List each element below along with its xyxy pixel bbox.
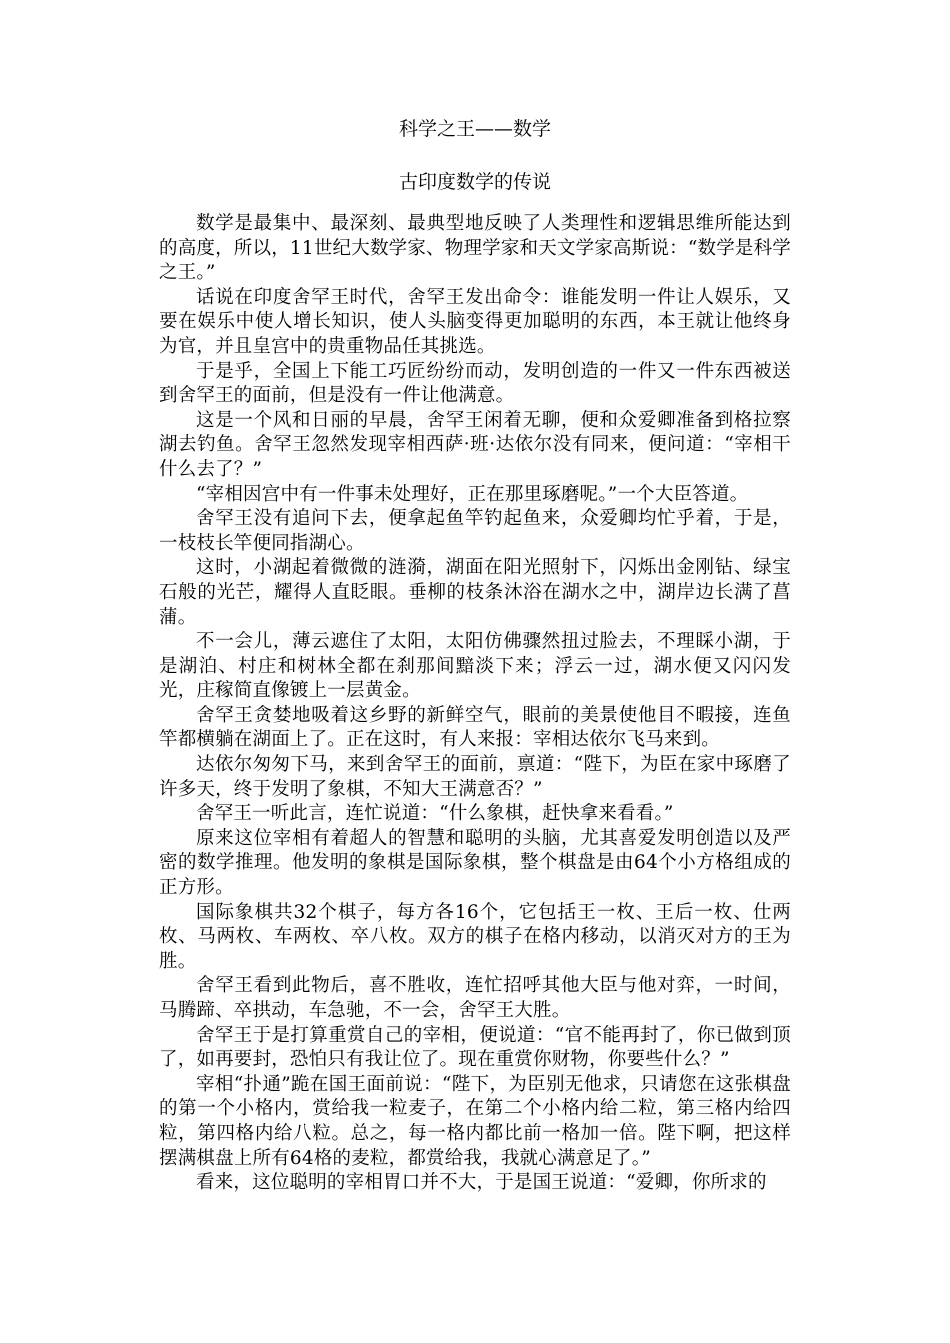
paragraph: 于是乎，全国上下能工巧匠纷纷而动，发明创造的一件又一件东西被送到舍罕王的面前，但是没有一件让他满意。 (159, 360, 791, 407)
document-title: 科学之王——数学 (398, 118, 551, 140)
paragraph: 看来，这位聪明的宰相胃口并不大，于是国王说道：“爱卿，你所求的 (196, 1172, 767, 1194)
paragraph: 宰相“扑通”跪在国王面前说：“陛下，为臣别无他求，只请您在这张棋盘的第一个小格内，赏给我一粒麦子，在第二个小格内给二粒，第三格内给四粒，第四格内给八粒。总之，每一格内都比前一格加一倍。陛下啊，把这样摆满棋盘上所有64格的麦粒，都赏给我，我就心满意足了。” (159, 1073, 791, 1169)
document-subtitle: 古印度数学的传说 (398, 171, 551, 193)
paragraph: 舍罕王贪婪地吸着这乡野的新鲜空气，眼前的美景使他目不暇接，连鱼竿都横躺在湖面上了。正在这时，有人来报：宰相达依尔飞马来到。 (159, 704, 791, 751)
paragraph: 这是一个风和日丽的早晨，舍罕王闲着无聊，便和众爱卿准备到格拉察湖去钓鱼。舍罕王忽然发现宰相西萨·班·达依尔没有同来，便问道：“宰相干什么去了？” (159, 409, 791, 480)
paragraph: 不一会儿，薄云遮住了太阳，太阳仿佛骤然扭过脸去，不理睬小湖，于是湖泊、村庄和树林全都在刹那间黯淡下来；浮云一过，湖水便又闪闪发光，庄稼简直像镀上一层黄金。 (159, 631, 791, 702)
paragraph: 数学是最集中、最深刻、最典型地反映了人类理性和逻辑思维所能达到的高度，所以，11世纪大数学家、物理学家和天文学家高斯说：“数学是科学之王。” (159, 213, 792, 284)
document-body (159, 212, 791, 1196)
paragraph: 舍罕王于是打算重赏自己的宰相，便说道：“官不能再封了，你已做到顶了，如再要封，恐怕只有我让位了。现在重赏你财物，你要些什么？” (159, 1024, 791, 1071)
paragraph: 舍罕王没有追问下去，便拿起鱼竿钓起鱼来，众爱卿均忙乎着，于是，一枝枝长竿便同指湖心。 (159, 508, 791, 554)
paragraph: 舍罕王一听此言，连忙说道：“什么象棋，赶快拿来看看。” (196, 803, 674, 825)
paragraph: 国际象棋共32个棋子，每方各16个，它包括王一枚、王后一枚、仕两枚、马两枚、车两枚、卒八枚。双方的棋子在格内移动，以消灭对方的王为胜。 (159, 901, 791, 972)
paragraph: 舍罕王看到此物后，喜不胜收，连忙招呼其他大臣与他对弈，一时间，马腾蹄、卒拱动，车急驰，不一会，舍罕王大胜。 (159, 975, 791, 1021)
paragraph: 这时，小湖起着微微的涟漪，湖面在阳光照射下，闪烁出金刚钻、绿宝石般的光芒，耀得人直眨眼。垂柳的枝条沐浴在湖水之中，湖岸边长满了菖蒲。 (159, 557, 791, 628)
paragraph: 话说在印度舍罕王时代，舍罕王发出命令：谁能发明一件让人娱乐，又要在娱乐中使人增长知识，使人头脑变得更加聪明的东西，本王就让他终身为官，并且皇宫中的贵重物品任其挑选。 (159, 286, 791, 357)
paragraph: “宰相因宫中有一件事未处理好，正在那里琢磨呢。”一个大臣答道。 (196, 483, 749, 505)
paragraph: 达依尔匆匆下马，来到舍罕王的面前，禀道：“陛下，为臣在家中琢磨了许多天，终于发明了象棋，不知大王满意否？” (159, 754, 791, 800)
paragraph: 原来这位宰相有着超人的智慧和聪明的头脑，尤其喜爱发明创造以及严密的数学推理。他发明的象棋是国际象棋，整个棋盘是由64个小方格组成的正方形。 (159, 827, 791, 899)
